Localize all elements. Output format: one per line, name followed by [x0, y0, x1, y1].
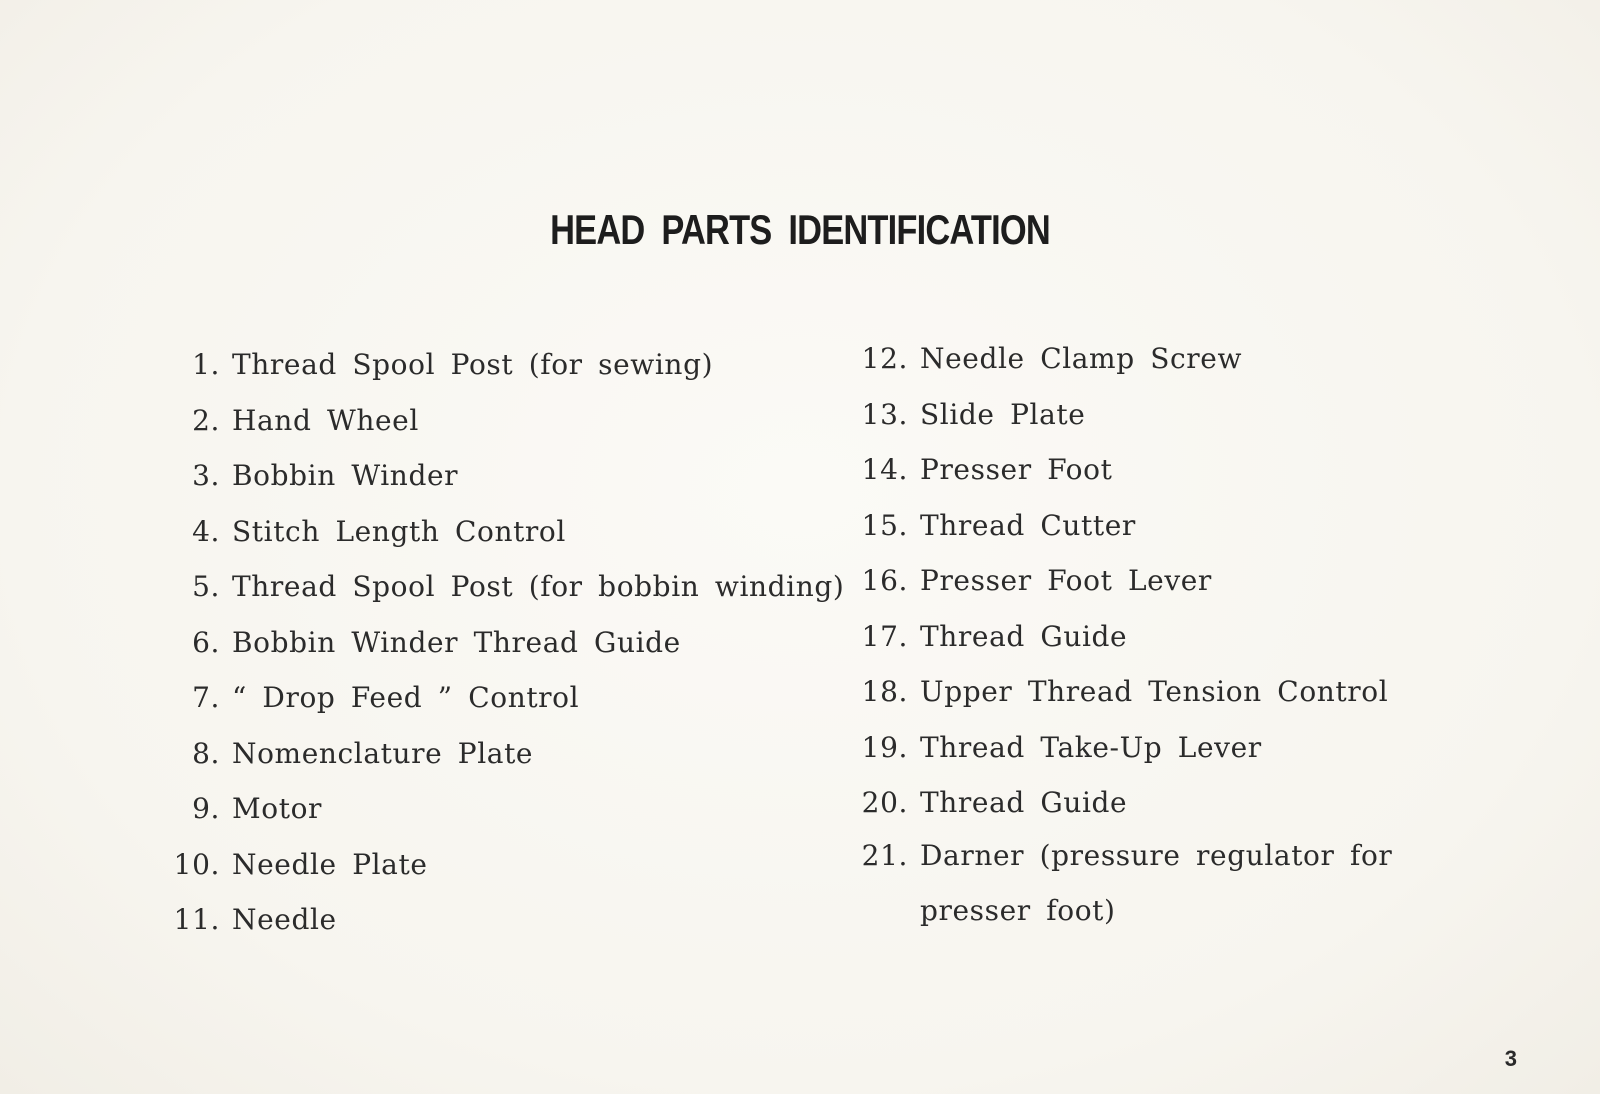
item-number: 15.	[861, 508, 908, 542]
item-number: 16.	[861, 564, 908, 597]
item-number: 2.	[192, 403, 220, 437]
item-label: Motor	[232, 792, 323, 825]
item-number: 10.	[173, 847, 220, 881]
item-label: Presser Foot Lever	[920, 564, 1212, 597]
parts-list-left	[160, 348, 845, 959]
item-label: Thread Cutter	[920, 508, 1136, 542]
list-item	[858, 564, 1518, 620]
item-number: 1.	[192, 348, 220, 381]
item-label: Thread Take-Up Lever	[920, 730, 1262, 764]
item-number: 3.	[192, 459, 220, 492]
item-number: 17.	[861, 619, 908, 653]
item-number: 13.	[861, 397, 908, 431]
item-label: Darner (pressure regulator for presser foot)	[920, 838, 1393, 927]
item-label: Upper Thread Tension Control	[920, 675, 1389, 708]
item-label: “ Drop Feed ” Control	[232, 681, 580, 714]
item-number: 11.	[173, 903, 220, 936]
item-number: 14.	[861, 453, 908, 486]
list-item	[160, 792, 800, 848]
list-item	[160, 570, 845, 626]
list-item	[160, 903, 800, 959]
item-number: 6.	[192, 625, 220, 659]
item-label: Presser Foot	[920, 453, 1113, 486]
item-number: 19.	[861, 730, 908, 764]
item-number: 21.	[861, 838, 908, 872]
item-label: Thread Guide	[920, 619, 1128, 653]
list-item	[160, 515, 800, 571]
item-number: 18.	[861, 675, 908, 708]
item-number: 5.	[192, 570, 220, 603]
item-label: Slide Plate	[920, 397, 1086, 431]
list-item	[858, 620, 1518, 676]
list-item	[160, 459, 800, 515]
list-item	[858, 509, 1518, 565]
list-item	[858, 342, 1518, 398]
list-item	[160, 737, 800, 793]
list-item	[160, 681, 800, 737]
item-number: 8.	[192, 736, 220, 770]
item-label: Thread Spool Post (for bobbin winding)	[232, 570, 845, 603]
item-label: Needle Plate	[232, 847, 428, 881]
item-label: Thread Spool Post (for sewing)	[232, 348, 714, 381]
item-label: Nomenclature Plate	[232, 736, 534, 770]
page-title: HEAD PARTS IDENTIFICATION	[550, 206, 1050, 253]
item-label: Stitch Length Control	[232, 514, 566, 548]
item-label: Bobbin Winder	[232, 459, 459, 492]
item-number: 20.	[861, 786, 908, 819]
page-number: 3	[1504, 1046, 1517, 1071]
item-number: 4.	[192, 514, 220, 548]
parts-list-right	[858, 342, 1518, 938]
list-item	[160, 626, 800, 682]
list-item	[858, 838, 1518, 938]
list-item	[160, 848, 800, 904]
list-item	[858, 731, 1518, 787]
item-label: Thread Guide	[920, 786, 1128, 819]
list-item	[858, 675, 1518, 731]
list-item	[858, 398, 1518, 454]
item-label: Bobbin Winder Thread Guide	[232, 625, 681, 659]
list-item	[858, 453, 1518, 509]
item-label: Needle	[232, 903, 337, 936]
item-number: 7.	[192, 681, 220, 714]
item-label: Needle Clamp Screw	[920, 342, 1243, 375]
list-item	[160, 348, 800, 404]
item-label: Hand Wheel	[232, 403, 419, 437]
item-number: 12.	[861, 342, 908, 375]
item-number: 9.	[192, 792, 220, 825]
list-item	[160, 404, 800, 460]
